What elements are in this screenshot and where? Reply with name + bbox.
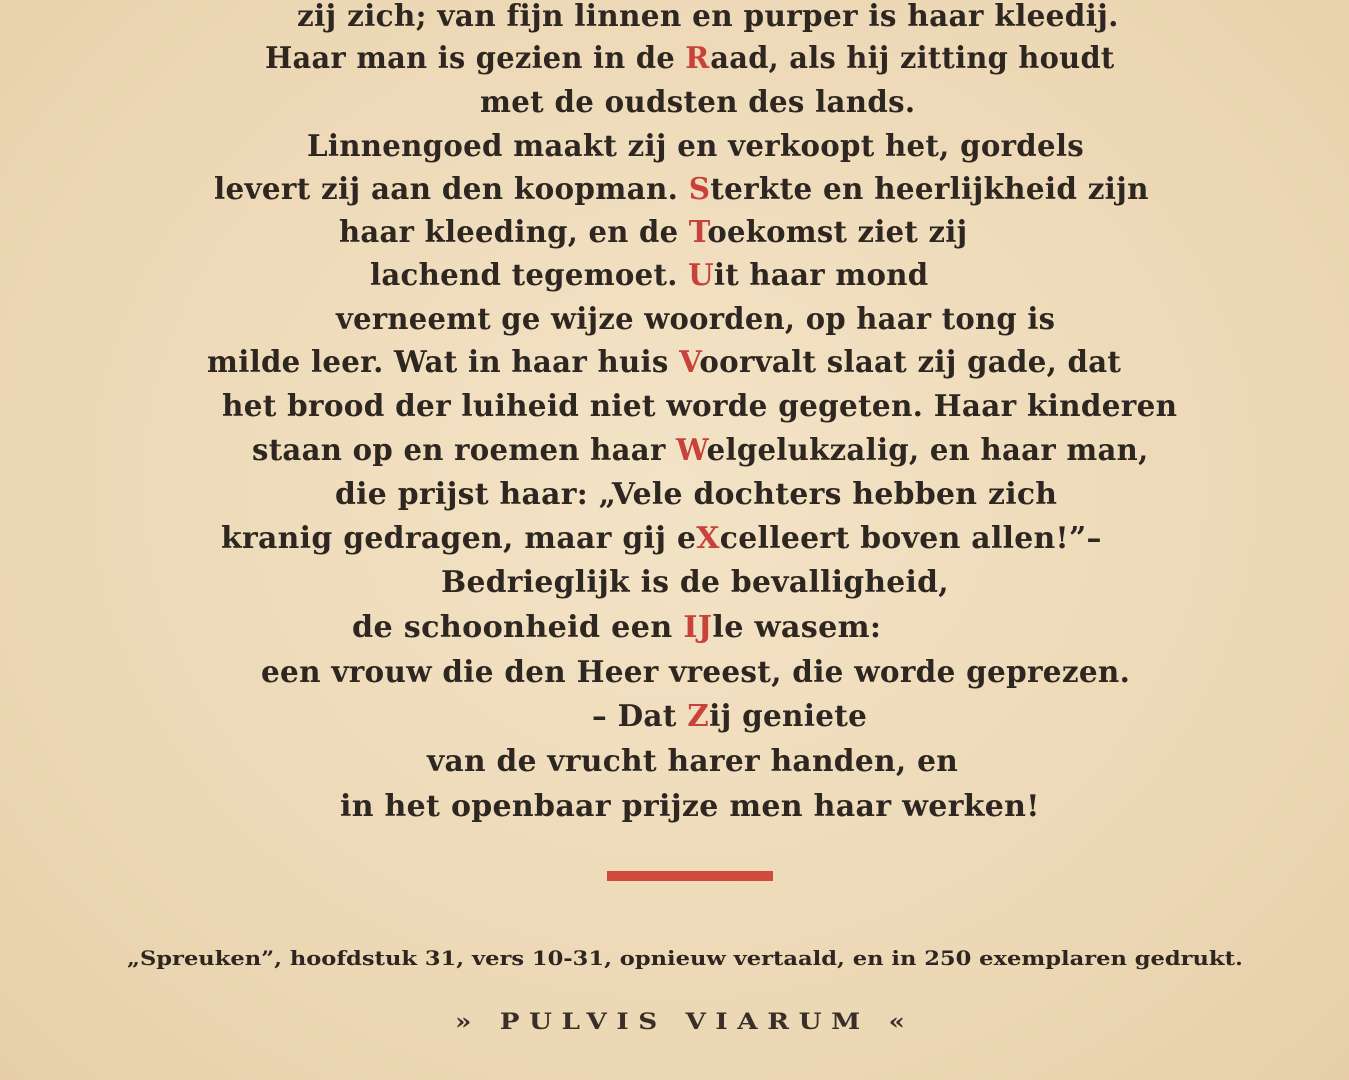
red-initial: R: [685, 41, 711, 76]
line-text: Haar man is gezien in de: [265, 41, 686, 76]
poem-line: [336, 303, 1055, 337]
line-text: milde leer. Wat in haar huis: [207, 345, 680, 380]
line-text: levert zij aan den koopman.: [214, 172, 689, 207]
line-text: lachend tegemoet.: [370, 258, 689, 293]
red-initial: V: [679, 345, 700, 380]
line-text: le wasem:: [712, 610, 882, 645]
poem-line: [265, 42, 1115, 76]
line-text: staan op en roemen haar: [252, 433, 677, 468]
red-initial: W: [676, 433, 707, 468]
line-text: de schoonheid een: [352, 610, 684, 645]
poem-line: [221, 522, 1102, 556]
poem-line: [441, 566, 949, 600]
red-initial: IJ: [683, 610, 713, 645]
line-text: van de vrucht harer handen, en: [427, 744, 959, 779]
line-text: Bedrieglijk is de bevalligheid,: [441, 565, 949, 600]
line-text: celleert boven allen!”–: [719, 521, 1102, 556]
line-text: oekomst ziet zij: [707, 215, 968, 250]
line-text: in het openbaar prijze men haar werken!: [340, 789, 1040, 824]
poem-line: [207, 346, 1121, 380]
poem-line: [252, 434, 1149, 468]
publisher-mark: » PULVIS VIARUM «: [455, 1009, 915, 1035]
poem-line: [307, 130, 1084, 164]
line-text: met de oudsten des lands.: [480, 85, 916, 120]
line-text: verneemt ge wijze woorden, op haar tong is: [336, 302, 1056, 337]
line-text: zij zich; van fijn linnen en purper is haar kleedij.: [297, 0, 1119, 34]
poem-line: [340, 790, 1040, 824]
poem-line: [335, 478, 1057, 512]
line-text: een vrouw die den Heer vreest, die worde geprezen.: [261, 655, 1131, 690]
poem-line: [339, 216, 967, 250]
poem-line: [352, 611, 881, 645]
poem-line: [592, 700, 867, 734]
line-text: elgelukzalig, en haar man,: [706, 433, 1149, 468]
line-text: die prijst haar: „Vele dochters hebben zich: [335, 477, 1058, 512]
line-text: oorvalt slaat zij gade, dat: [699, 345, 1122, 380]
poem-line: [370, 259, 928, 293]
poem-line: [297, 0, 1119, 34]
red-initial: Z: [687, 699, 710, 734]
red-initial: T: [688, 215, 708, 250]
red-initial: U: [688, 258, 714, 293]
red-initial: X: [696, 521, 720, 556]
line-text: – Dat: [592, 699, 688, 734]
line-text: kranig gedragen, maar gij e: [221, 521, 697, 556]
line-text: Linnengoed maakt zij en verkoopt het, gordels: [307, 129, 1084, 164]
line-text: haar kleeding, en de: [339, 215, 689, 250]
red-initial: S: [688, 172, 711, 207]
poem-line: [480, 86, 915, 120]
poem-line: [214, 173, 1149, 207]
line-text: it haar mond: [713, 258, 929, 293]
colophon-text: „Spreuken”, hoofdstuk 31, vers 10-31, opnieuw vertaald, en in 250 exemplaren gedrukt.: [127, 946, 1243, 970]
line-text: aad, als hij zitting houdt: [710, 41, 1115, 76]
poem-line: [222, 390, 1177, 424]
red-divider-rule: [607, 871, 773, 881]
poem-line: [261, 656, 1130, 690]
poem-line: [427, 745, 958, 779]
line-text: ij geniete: [709, 699, 868, 734]
line-text: terkte en heerlijkheid zijn: [710, 172, 1149, 207]
line-text: het brood der luiheid niet worde gegeten. Haar kinderen: [222, 389, 1178, 424]
